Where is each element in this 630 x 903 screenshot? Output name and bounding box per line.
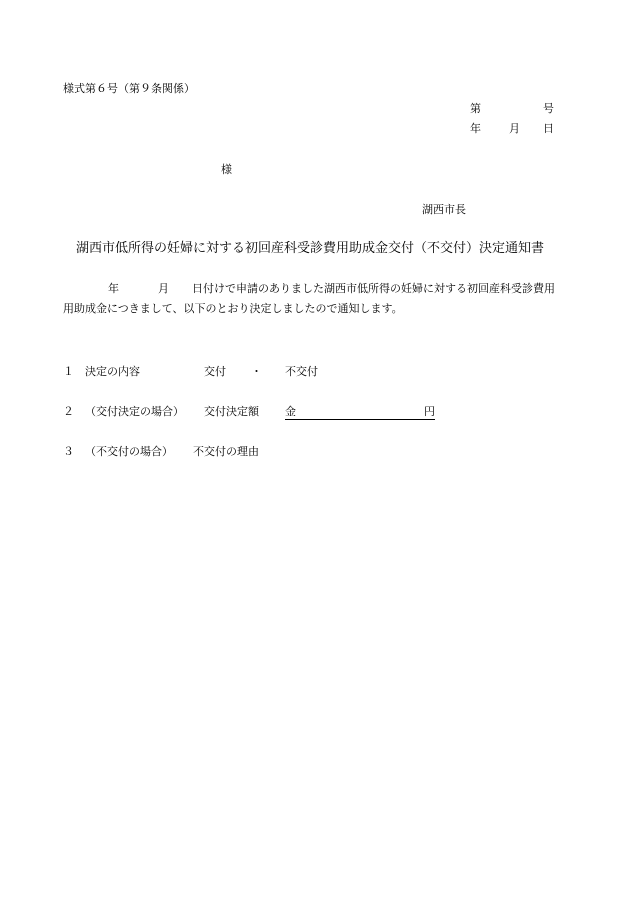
date-nichi: 日 xyxy=(543,122,554,135)
amount-prefix: 金 xyxy=(285,405,296,418)
item-2-label: （交付決定の場合） xyxy=(85,405,184,418)
item-1-option-kofu: 交付 xyxy=(204,365,226,378)
body-line1: 日付けで申請のありました湖西市低所得の妊婦に対する初回産科受診費用 xyxy=(192,282,555,295)
doc-number-go: 号 xyxy=(543,102,554,115)
item-3-field: 不交付の理由 xyxy=(193,445,259,458)
body-nen: 年 xyxy=(108,282,119,295)
item-3-number: ３ xyxy=(63,445,74,458)
issuer: 湖西市長 xyxy=(422,203,466,216)
document-title: 湖西市低所得の妊婦に対する初回産科受診費用助成金交付（不交付）決定通知書 xyxy=(76,241,545,256)
doc-number-dai: 第 xyxy=(470,102,481,115)
item-1-separator: ・ xyxy=(251,365,262,378)
amount-line xyxy=(285,405,435,420)
item-3-label: （不交付の場合） xyxy=(85,445,173,458)
item-1-label: 決定の内容 xyxy=(85,365,140,378)
body-gatsu: 月 xyxy=(158,282,169,295)
addressee-suffix: 様 xyxy=(221,163,232,176)
body-line2: 用助成金につきまして、以下のとおり決定しましたので通知します。 xyxy=(63,302,403,315)
item-1-number: １ xyxy=(63,365,74,378)
amount-suffix: 円 xyxy=(424,405,435,418)
item-2-field: 交付決定額 xyxy=(204,405,259,418)
date-gatsu: 月 xyxy=(509,122,520,135)
form-label: 様式第６号（第９条関係） xyxy=(63,82,195,95)
item-2-number: ２ xyxy=(63,405,74,418)
item-1-option-fukofu: 不交付 xyxy=(285,365,318,378)
date-nen: 年 xyxy=(470,122,481,135)
